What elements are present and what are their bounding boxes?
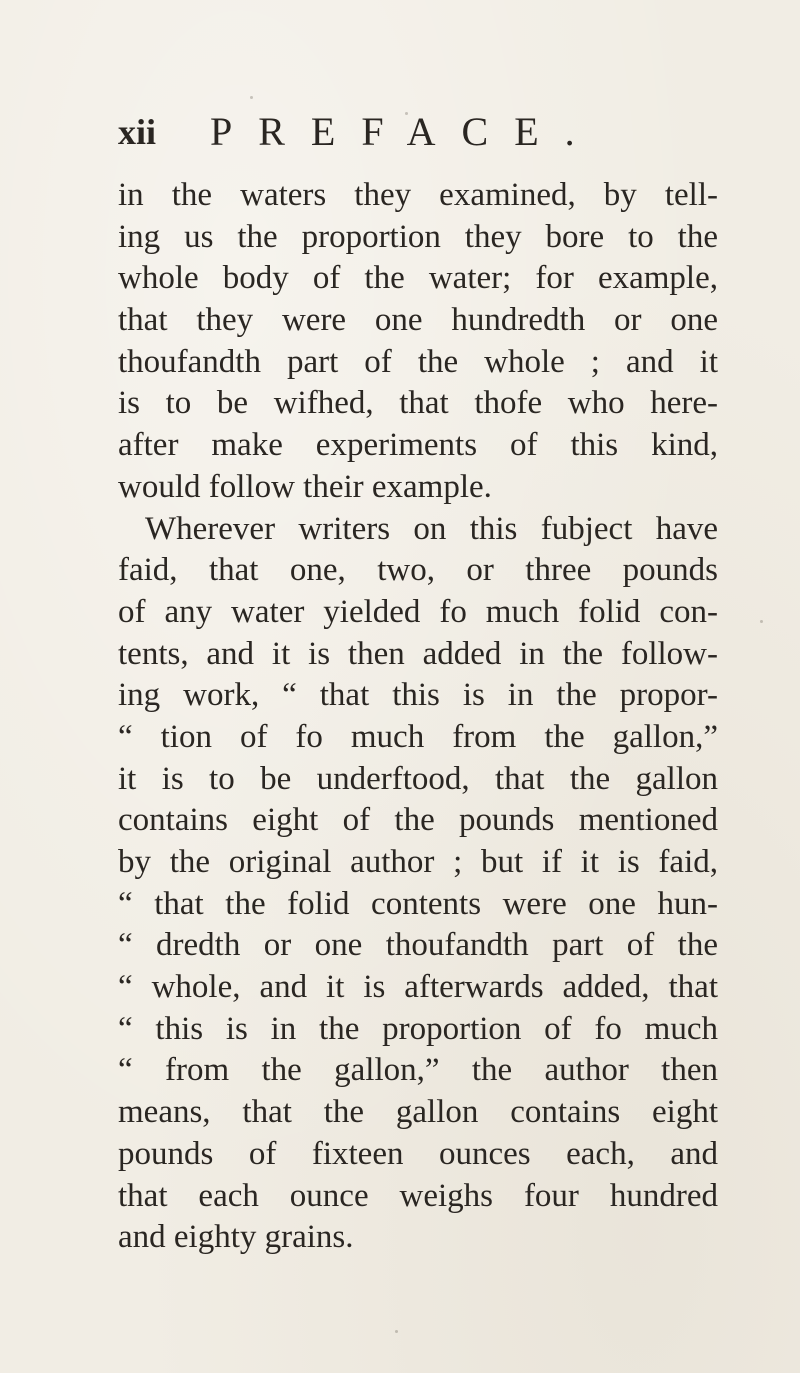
- text-line: “ tion of fo much from the gallon,”: [118, 718, 718, 755]
- text-line: ing us the proportion they bore to the: [118, 218, 718, 255]
- text-line: and eighty grains.: [118, 1219, 354, 1256]
- text-line: thoufandth part of the whole ; and it: [118, 343, 718, 380]
- page-number: xii: [118, 112, 157, 152]
- page-header: [118, 108, 678, 156]
- text-line: Wherever writers on this fubject have: [145, 510, 718, 547]
- text-line: by the original author ; but if it is faid,: [118, 844, 718, 880]
- text-line: “ whole, and it is afterwards added, that: [118, 969, 718, 1006]
- paper-speck: [405, 112, 408, 115]
- text-line: would follow their example.: [118, 468, 492, 505]
- text-line: tents, and it is then added in the follow-: [118, 635, 718, 672]
- text-line: contains eight of the pounds mentioned: [118, 802, 718, 839]
- text-line: that they were one hundredth or one: [118, 302, 718, 339]
- text-line: faid, that one, two, or three pounds: [118, 552, 718, 589]
- text-line: means, that the gallon contains eight: [118, 1094, 718, 1131]
- text-line: after make experiments of this kind,: [118, 427, 718, 464]
- text-line: “ this is in the proportion of fo much: [118, 1010, 718, 1047]
- body-text: [118, 175, 718, 1259]
- paper-speck: [395, 1330, 398, 1333]
- paper-speck: [250, 96, 253, 99]
- text-line: in the waters they examined, by tell-: [118, 177, 718, 213]
- text-line: pounds of fixteen ounces each, and: [118, 1135, 718, 1172]
- text-line: of any water yielded fo much folid con-: [118, 593, 718, 630]
- text-line: is to be wifhed, that thofe who here-: [118, 385, 718, 422]
- text-line: “ from the gallon,” the author then: [118, 1052, 718, 1089]
- text-line: “ that the folid contents were one hun-: [118, 885, 718, 922]
- text-line: whole body of the water; for example,: [118, 260, 718, 297]
- text-line: it is to be underftood, that the gallon: [118, 760, 718, 797]
- running-title: PREFACE.: [210, 109, 601, 154]
- text-line: that each ounce weighs four hundred: [118, 1177, 718, 1214]
- paper-speck: [760, 620, 763, 623]
- text-line: ing work, “ that this is in the propor-: [118, 677, 718, 714]
- text-line: “ dredth or one thoufandth part of the: [118, 927, 718, 964]
